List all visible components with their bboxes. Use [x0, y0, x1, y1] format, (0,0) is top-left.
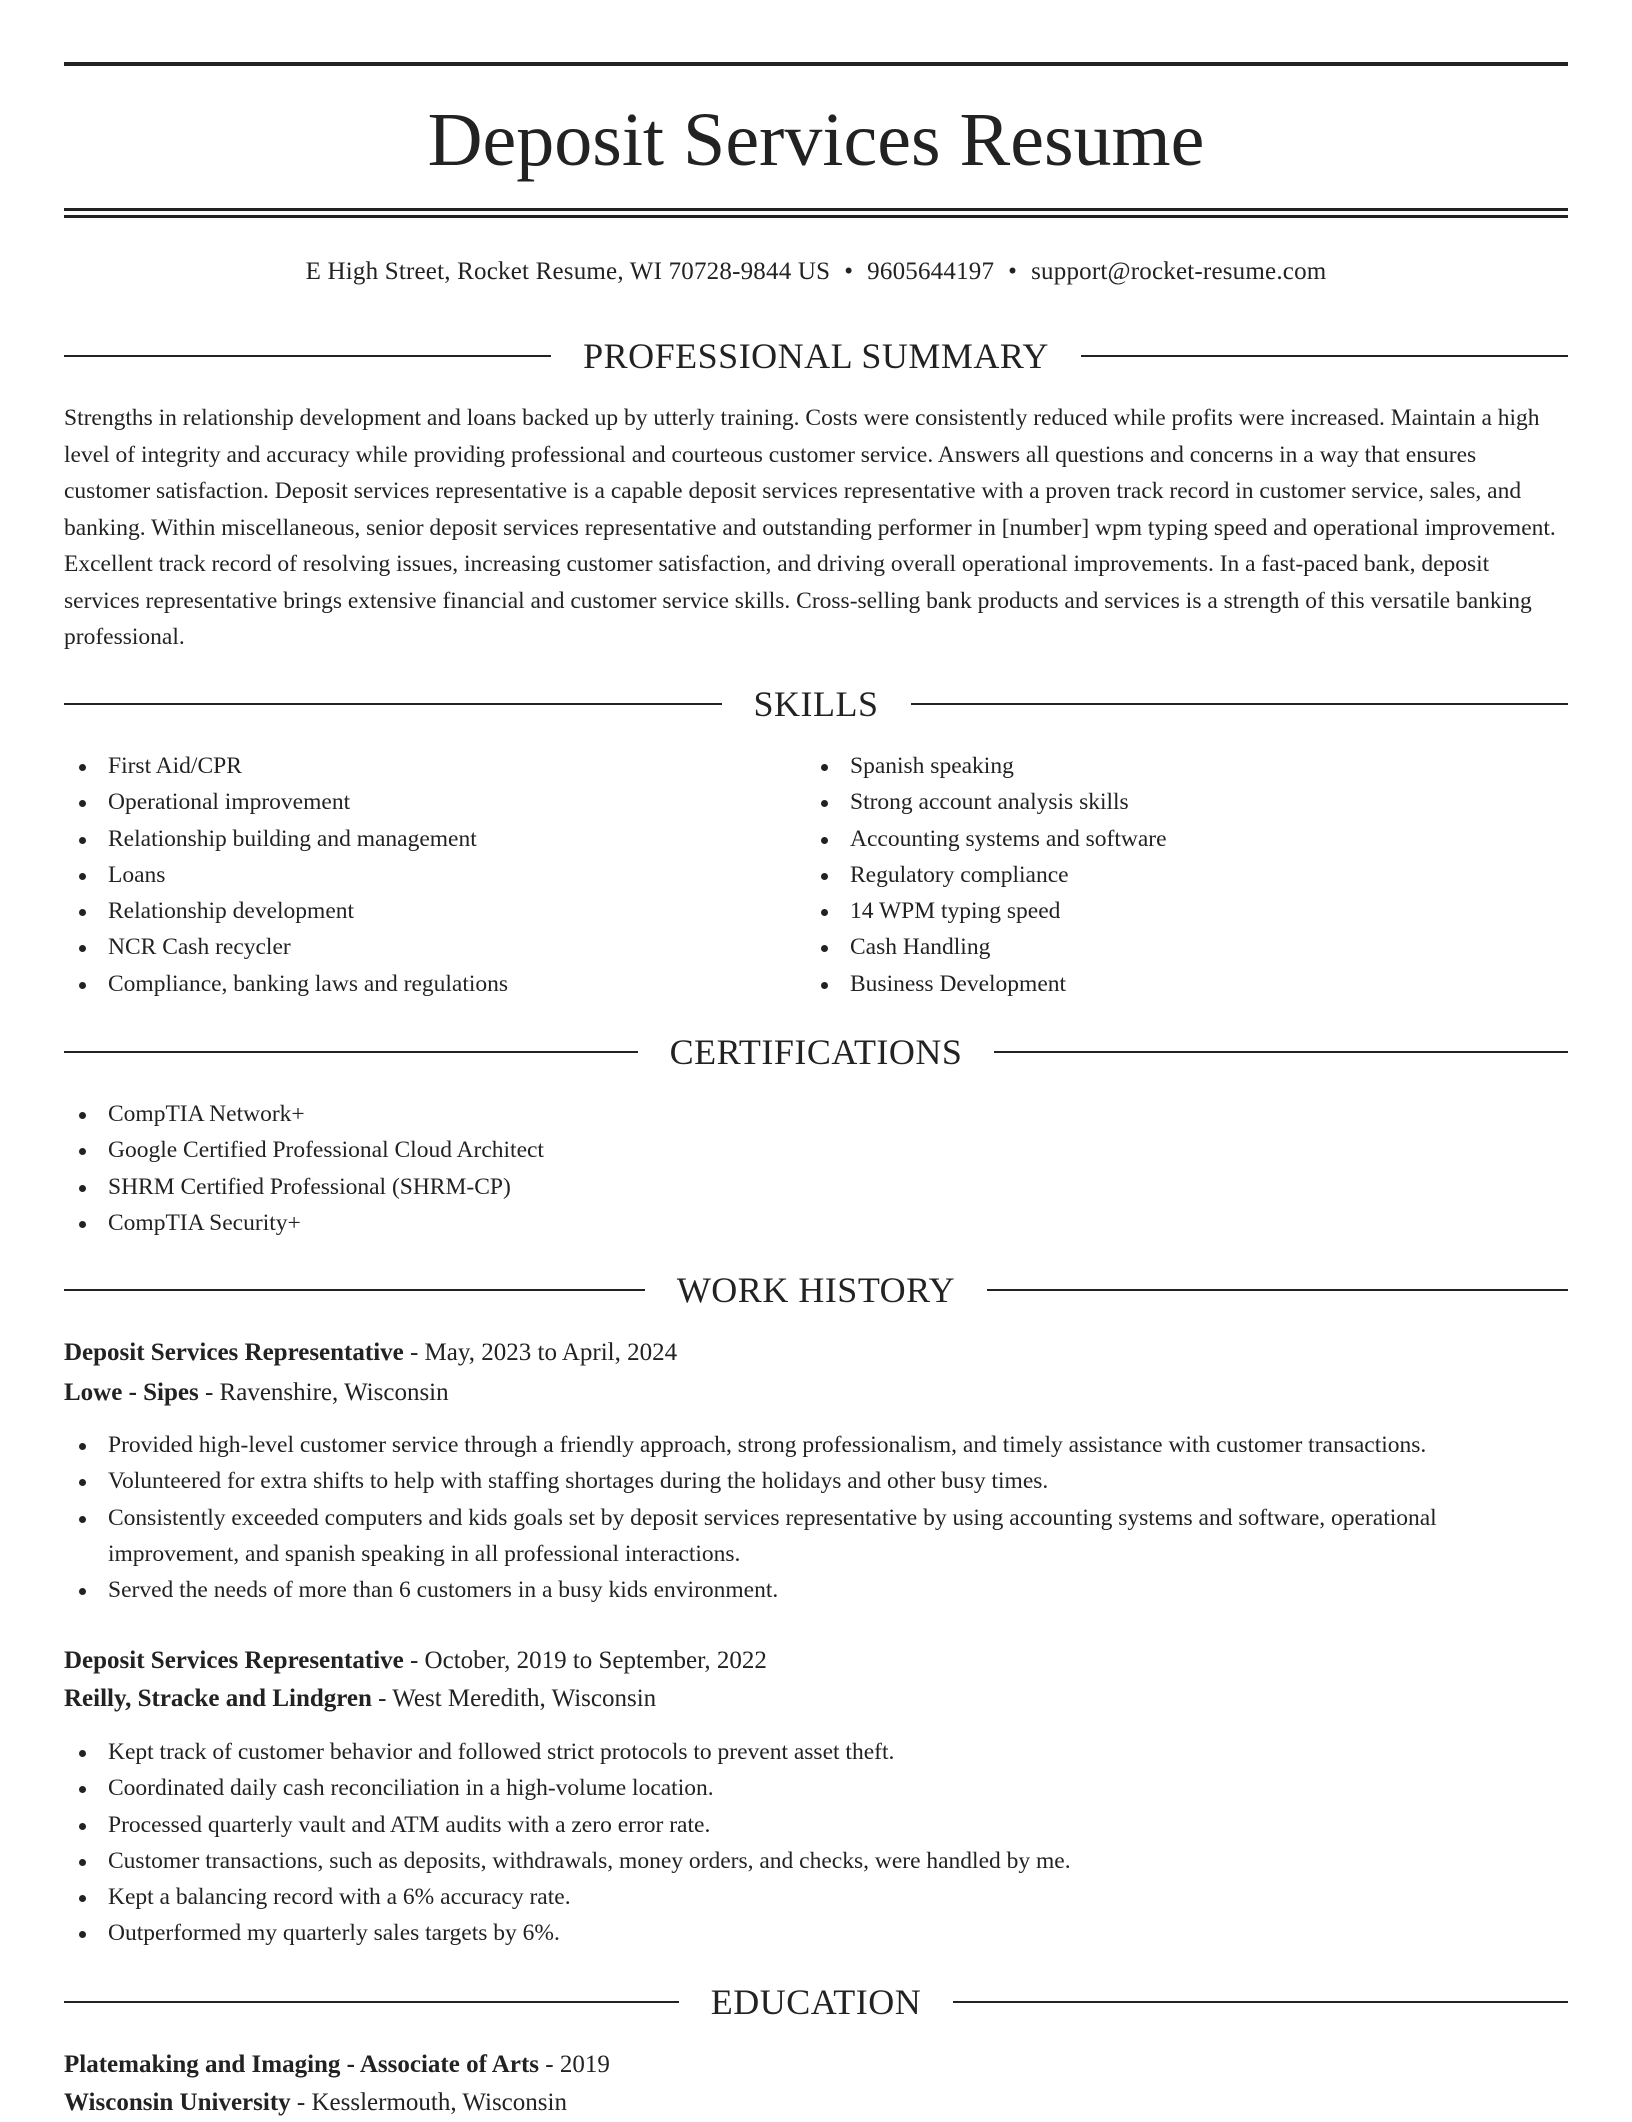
heading-rule: [64, 1051, 638, 1053]
job-duty: Coordinated daily cash reconciliation in a high-volume location.: [64, 1770, 1568, 1806]
certification-item: CompTIA Security+: [64, 1205, 1568, 1241]
section-title: CERTIFICATIONS: [669, 1032, 963, 1072]
heading-rule: [987, 1289, 1568, 1291]
job-dates: - October, 2019 to September, 2022: [403, 1647, 767, 1674]
heading-rule: [64, 703, 722, 705]
education-location: - Kesslermouth, Wisconsin: [290, 2089, 567, 2116]
job-duty: Volunteered for extra shifts to help with staffing shortages during the holidays and other busy times.: [64, 1463, 1568, 1499]
heading-rule: [64, 2001, 679, 2003]
education-school: Wisconsin University: [64, 2089, 291, 2116]
certification-item: CompTIA Network+: [64, 1096, 1568, 1132]
job-company-line: [64, 1374, 1568, 1412]
job-duty: Provided high-level customer service through a friendly approach, strong professionalism, and timely assistance with customer transactions.: [64, 1427, 1568, 1463]
education-degree: Platemaking and Imaging - Associate of Arts: [64, 2051, 539, 2078]
job-location: - Ravenshire, Wisconsin: [198, 1379, 449, 1406]
job-duty: Outperformed my quarterly sales targets by 6%.: [64, 1915, 1568, 1951]
skill-item: Relationship development: [64, 893, 806, 929]
skill-item: Compliance, banking laws and regulations: [64, 966, 806, 1002]
job-location: - West Meredith, Wisconsin: [371, 1685, 657, 1712]
skill-item: 14 WPM typing speed: [806, 893, 1566, 929]
job-duties-list: [64, 1427, 1568, 1608]
job-dates: - May, 2023 to April, 2024: [403, 1339, 678, 1366]
contact-separator: •: [844, 258, 854, 285]
heading-rule: [911, 703, 1569, 705]
certification-item: SHRM Certified Professional (SHRM-CP): [64, 1169, 1568, 1205]
contact-phone: 9605644197: [867, 258, 995, 285]
resume-title: Deposit Services Resume: [427, 98, 1205, 182]
skills-heading: [64, 680, 1568, 728]
heading-rule: [1081, 355, 1568, 357]
skill-item: NCR Cash recycler: [64, 929, 806, 965]
top-rule: [64, 62, 1568, 66]
skill-item: Regulatory compliance: [806, 857, 1566, 893]
skill-item: Spanish speaking: [806, 748, 1566, 784]
education-degree-line: [64, 2046, 1568, 2084]
heading-rule: [64, 355, 551, 357]
skill-item: First Aid/CPR: [64, 748, 806, 784]
certification-item: Google Certified Professional Cloud Architect: [64, 1132, 1568, 1168]
job-duties-list: [64, 1734, 1568, 1952]
certifications-heading: [64, 1028, 1568, 1076]
certifications-list: [64, 1096, 1568, 1241]
skill-item: Loans: [64, 857, 806, 893]
job-duty: Kept track of customer behavior and followed strict protocols to prevent asset theft.: [64, 1734, 1568, 1770]
skill-item: Business Development: [806, 966, 1566, 1002]
heading-rule: [953, 2001, 1568, 2003]
skill-item: Strong account analysis skills: [806, 784, 1566, 820]
job-company: Reilly, Stracke and Lindgren: [64, 1685, 372, 1712]
section-title: EDUCATION: [710, 1982, 922, 2022]
education-heading: [64, 1978, 1568, 2026]
contact-address: E High Street, Rocket Resume, WI 70728-9844 US: [305, 258, 831, 285]
section-title: SKILLS: [753, 684, 879, 724]
skill-item: Cash Handling: [806, 929, 1566, 965]
job-title-line: [64, 1334, 1568, 1372]
job-duty: Kept a balancing record with a 6% accuracy rate.: [64, 1879, 1568, 1915]
skill-item: Operational improvement: [64, 784, 806, 820]
contact-separator: •: [1008, 258, 1018, 285]
heading-rule: [64, 1289, 645, 1291]
job-duty: Served the needs of more than 6 customers in a busy kids environment.: [64, 1572, 1568, 1608]
work-history-heading: [64, 1266, 1568, 1314]
summary-heading: [64, 332, 1568, 380]
skill-item: Accounting systems and software: [806, 821, 1566, 857]
skills-list-left: [64, 748, 806, 1002]
job-company: Lowe - Sipes: [64, 1379, 199, 1406]
job-title: Deposit Services Representative: [64, 1339, 404, 1366]
job-title: Deposit Services Representative: [64, 1647, 404, 1674]
section-title: WORK HISTORY: [676, 1270, 956, 1310]
title-double-rule: [64, 208, 1568, 218]
education-school-line: [64, 2084, 1568, 2122]
job-company-line: [64, 1680, 1568, 1718]
skills-list-right: [806, 748, 1566, 1002]
skill-item: Relationship building and management: [64, 821, 806, 857]
summary-text: Strengths in relationship development and loans backed up by utterly training. Costs were consistently reduced while profits were increased. Maintain a high level of integrity and accuracy while providing professional and courteous customer service. Answers all questions and concerns in a way that ensures customer satisfaction. Deposit services representative is a capable deposit services representative with a proven track record in customer service, sales, and banking. Within miscellaneous, senior deposit services representative and outstanding performer in [number] wpm typing speed and operational improvement. Excellent track record of resolving issues, increasing customer satisfaction, and driving overall operational improvements. In a fast-paced bank, deposit services representative brings extensive financial and customer service skills. Cross-selling bank products and services is a strength of this versatile banking professional.: [64, 405, 1556, 650]
education-year: - 2019: [539, 2051, 610, 2078]
job-title-line: [64, 1642, 1568, 1680]
section-title: PROFESSIONAL SUMMARY: [583, 336, 1049, 376]
contact-line: [64, 252, 1568, 292]
contact-email: support@rocket-resume.com: [1031, 258, 1327, 285]
job-duty: Processed quarterly vault and ATM audits with a zero error rate.: [64, 1807, 1568, 1843]
job-duty: Customer transactions, such as deposits, withdrawals, money orders, and checks, were handled by me.: [64, 1843, 1568, 1879]
job-duty: Consistently exceeded computers and kids goals set by deposit services representative by using accounting systems and software, operational improvement, and spanish speaking in all professional interactions.: [64, 1500, 1568, 1573]
heading-rule: [994, 1051, 1568, 1053]
